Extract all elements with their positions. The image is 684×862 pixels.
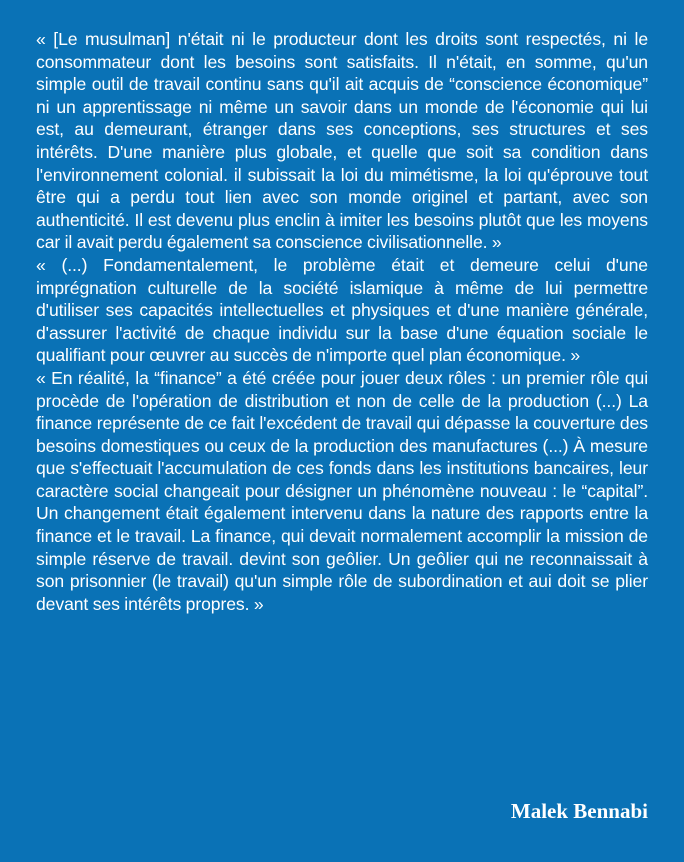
author-signature: Malek Bennabi bbox=[510, 799, 648, 823]
quote-paragraph-1: « [Le musulman] n'était ni le producteur dont les droits sont respectés, ni le consommateur dont les besoins sont satisfaits. Il n'était, en somme, qu'un simple outil de travail continu sans qu'il ait acquis de “conscience économique” ni un apprentissage ni même un savoir dans un monde de l'économie qui lui est, au demeurant, étranger dans ses conceptions, ses structures et ses intérêts. D'une manière plus globale, et quelle que soit sa condition dans l'environnement colonial. il subissait la loi du mimétisme, la loi qu'éprouve tout être qui a perdu tout lien avec son monde originel et partant, avec son authenticité. Il est devenu plus enclin à imiter les besoins plutôt que les moyens car il avait perdu également sa conscience civilisationnelle. » bbox=[36, 29, 648, 253]
quote-paragraph-2: « (...) Fondamentalement, le problème était et demeure celui d'une imprégnation culturelle de la société islamique à même de lui permettre d'utiliser ses capacités intellectuelles et physiques et d'une manière générale, d'assurer l'activité de chaque individu sur la base d'une équation sociale le qualifiant pour œuvrer au succès de n'importe quel plan économique. » bbox=[36, 254, 648, 366]
quote-paragraph-3: « En réalité, la “finance” a été créée pour jouer deux rôles : un premier rôle qui procède de l'opération de distribution et non de celle de la production (...) La finance représente de ce fait l'excédent de travail qui dépasse la couverture des besoins domestiques ou ceux de la production des manufactures (...) À mesure que s'effectuait l'accumulation de ces fonds dans les institutions bancaires, leur caractère social changeait pour désigner un phénomène nouveau : le “capital”. Un changement était également intervenu dans la nature des rapports entre la finance et le travail. La finance, qui devait normalement accomplir la mission de simple réserve de travail. devint son geôlier. Un geôlier qui ne reconnaissait à son prisonnier (le travail) qu'un simple rôle de subordination et aui doit se plier devant ses intérêts propres. » bbox=[36, 367, 648, 614]
